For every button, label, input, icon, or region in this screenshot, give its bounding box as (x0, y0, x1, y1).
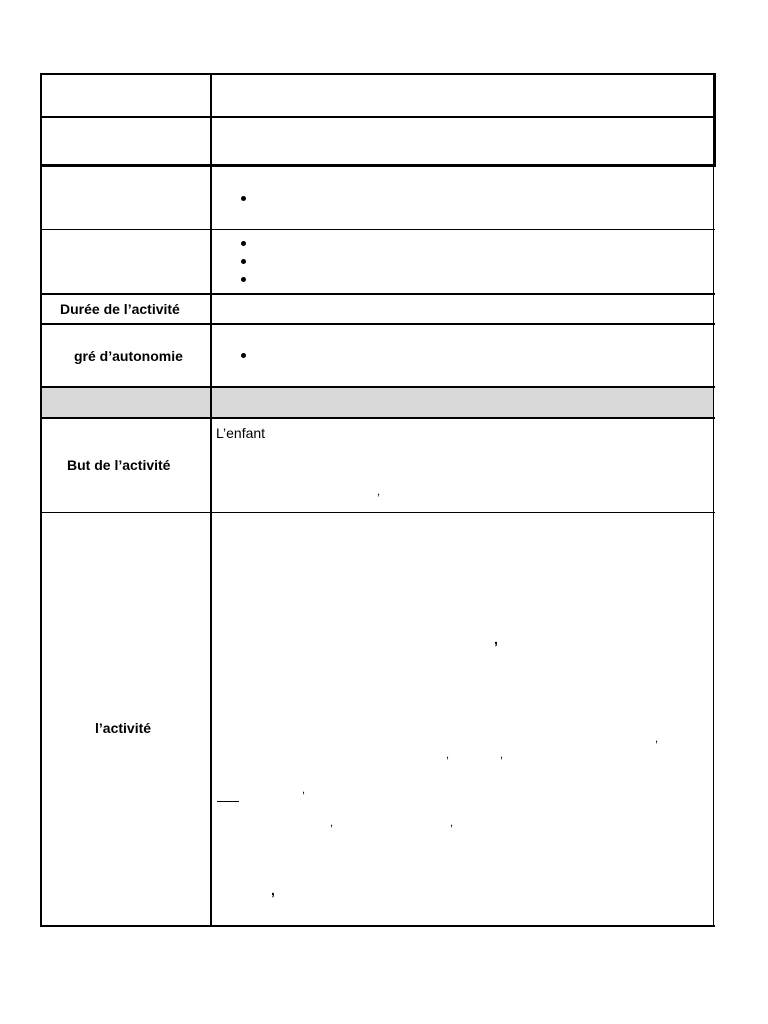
row-divider (40, 417, 715, 419)
row-divider (40, 229, 715, 230)
table-border-bottom (40, 925, 715, 927)
table-border-right (713, 73, 716, 167)
goal-label: But de l’activité (67, 457, 171, 473)
row-divider (40, 164, 715, 167)
comma-mark: , (655, 733, 659, 745)
comma-mark: , (302, 784, 306, 796)
table-border-top (40, 73, 715, 75)
duration-label: Durée de l’activité (60, 301, 180, 317)
column-divider (210, 73, 212, 927)
comma-mark: , (500, 749, 504, 761)
activity-label: l’activité (95, 720, 152, 736)
table-border-right (713, 167, 714, 927)
bullet-point (241, 259, 246, 264)
bullet-point (241, 241, 246, 246)
row-divider (40, 386, 715, 388)
comma-mark: , (377, 486, 381, 498)
comma-mark: , (450, 817, 454, 829)
row-divider (40, 323, 715, 325)
goal-text: L’enfant (216, 425, 266, 441)
comma-mark: , (330, 817, 334, 829)
bullet-point (241, 353, 246, 358)
autonomy-label: gré d’autonomie (74, 348, 183, 364)
bullet-point (241, 196, 246, 201)
underline-stroke (217, 801, 239, 802)
section-header-band (42, 388, 714, 417)
row-divider (40, 512, 715, 513)
comma-mark: , (271, 882, 275, 898)
row-divider (40, 116, 715, 118)
table-border-left (40, 73, 42, 927)
comma-mark: , (446, 749, 450, 761)
comma-mark: , (494, 631, 498, 647)
row-divider (40, 293, 715, 295)
bullet-point (241, 277, 246, 282)
